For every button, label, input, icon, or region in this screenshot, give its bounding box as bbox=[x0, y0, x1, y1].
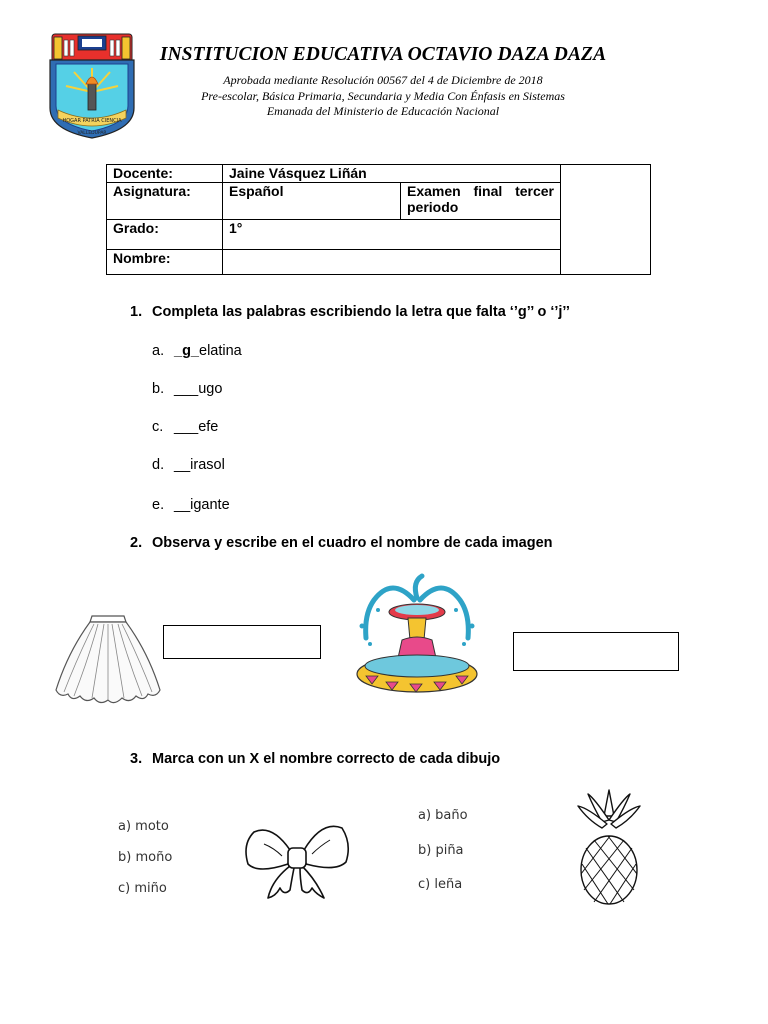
asignatura-value: Español bbox=[223, 183, 401, 220]
answer-blank[interactable]: ___ bbox=[174, 381, 199, 397]
question-3 bbox=[130, 751, 630, 771]
word-ending: efe bbox=[198, 419, 219, 435]
svg-text:HOGAR PATRIA CIENCIA: HOGAR PATRIA CIENCIA bbox=[62, 118, 122, 124]
nombre-field[interactable] bbox=[223, 249, 561, 274]
list-item bbox=[152, 419, 352, 439]
option-mino[interactable]: c) miño bbox=[118, 881, 167, 896]
list-item bbox=[152, 381, 352, 401]
answer-blank[interactable]: __ bbox=[174, 497, 191, 513]
question-number: 2. bbox=[130, 535, 143, 551]
question-number: 1. bbox=[130, 304, 143, 320]
word-ending: elatina bbox=[199, 343, 242, 359]
nombre-label: Nombre: bbox=[107, 249, 223, 274]
skirt-answer-box[interactable] bbox=[163, 625, 321, 659]
question-2 bbox=[130, 535, 630, 555]
item-letter: e. bbox=[152, 497, 165, 513]
bow-image bbox=[242, 814, 352, 904]
word-ending: ugo bbox=[198, 381, 223, 397]
skirt-image bbox=[52, 612, 164, 708]
option-mono[interactable]: b) moño bbox=[118, 850, 173, 865]
answer-blank[interactable]: __ bbox=[174, 457, 191, 473]
exam-value: Examen final tercer periodo bbox=[401, 183, 561, 220]
question-1 bbox=[130, 304, 630, 324]
levels-line: Pre-escolar, Básica Primaria, Secundaria y Media Con Énfasis en Sistemas bbox=[201, 89, 565, 103]
asignatura-label: Asignatura: bbox=[107, 183, 223, 220]
grado-value: 1° bbox=[223, 220, 561, 249]
option-lena[interactable]: c) leña bbox=[418, 877, 463, 892]
docente-label: Docente: bbox=[107, 165, 223, 183]
question-number: 3. bbox=[130, 751, 143, 767]
fountain-answer-box[interactable] bbox=[513, 632, 679, 671]
item-letter: b. bbox=[152, 381, 165, 397]
question-text: Marca con un X el nombre correcto de cada dibujo bbox=[152, 751, 501, 767]
question-text: Completa las palabras escribiendo la letra que falta ‘’g’’ o ‘’j’’ bbox=[152, 304, 570, 320]
school-crest-logo bbox=[44, 30, 140, 142]
list-item bbox=[152, 457, 352, 477]
item-letter: d. bbox=[152, 457, 165, 473]
option-moto[interactable]: a) moto bbox=[118, 819, 169, 834]
pineapple-image bbox=[574, 786, 644, 908]
question-text: Observa y escribe en el cuadro el nombre de cada imagen bbox=[152, 535, 553, 551]
item-letter: c. bbox=[152, 419, 164, 435]
list-item bbox=[152, 497, 352, 517]
grado-label: Grado: bbox=[107, 220, 223, 249]
student-info-table bbox=[106, 164, 651, 275]
svg-text:VALLEDUPAR: VALLEDUPAR bbox=[77, 131, 107, 136]
word-ending: irasol bbox=[190, 457, 225, 473]
ministry-line: Emanada del Ministerio de Educación Nacional bbox=[266, 104, 500, 118]
answer-blank[interactable]: ___ bbox=[174, 419, 199, 435]
word-ending: igante bbox=[190, 497, 230, 513]
approval-line: Aprobada mediante Resolución 00567 del 4 de Diciembre de 2018 bbox=[223, 73, 543, 87]
list-item bbox=[152, 343, 352, 363]
option-pina[interactable]: b) piña bbox=[418, 843, 464, 858]
grade-box bbox=[561, 165, 651, 275]
fountain-image bbox=[352, 570, 482, 704]
school-name: INSTITUCION EDUCATIVA OCTAVIO DAZA DAZA bbox=[159, 44, 607, 65]
option-bano[interactable]: a) baño bbox=[418, 808, 468, 823]
answer-blank[interactable]: _g_ bbox=[174, 343, 199, 359]
item-letter: a. bbox=[152, 343, 165, 359]
docente-value: Jaine Vásquez Liñán bbox=[223, 165, 561, 183]
